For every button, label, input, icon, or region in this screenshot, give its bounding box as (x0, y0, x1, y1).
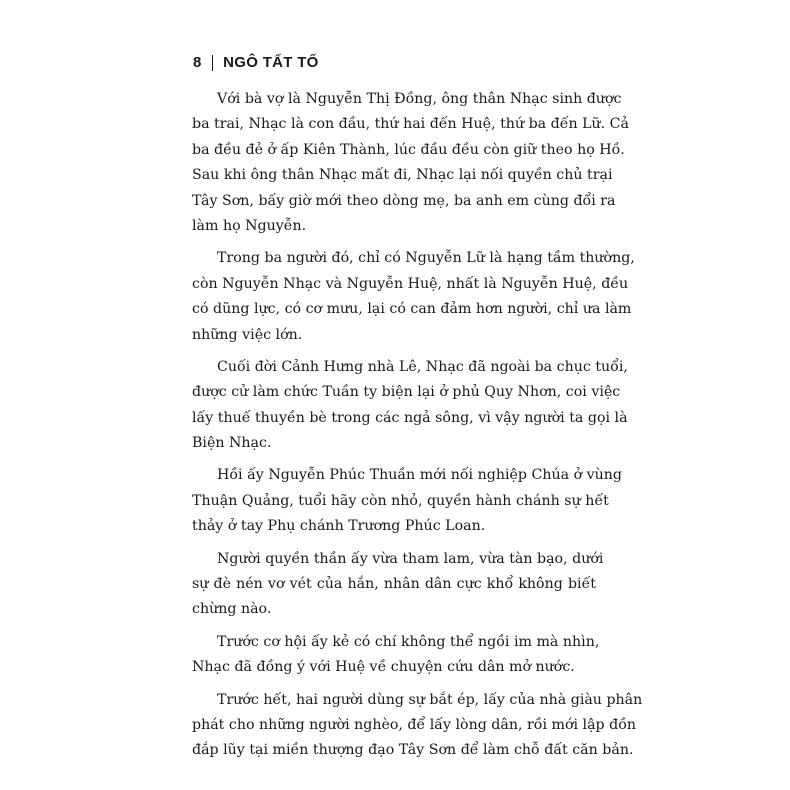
text-line: Trong ba người đó, chỉ có Nguyễn Lữ là hạng tầm thường, (217, 250, 635, 267)
text-line: Người quyền thần ấy vừa tham lam, vừa tàn bạo, dưới (217, 550, 604, 567)
paragraph (192, 246, 635, 348)
text-line: ba đều đẻ ở ấp Kiên Thành, lúc đầu đều còn giữ theo họ Hồ. (192, 141, 625, 158)
paragraph (192, 463, 623, 539)
text-line: được cử làm chức Tuần ty biện lại ở phủ Quy Nhơn, coi việc (192, 384, 621, 401)
text-line: Tây Sơn, bấy giờ mới theo dòng mẹ, ba anh em cùng đổi ra (192, 192, 616, 209)
running-header-author: NGÔ TẤT TỐ (223, 54, 319, 71)
text-line: Hồi ấy Nguyễn Phúc Thuần mới nối nghiệp Chúa ở vùng (217, 467, 623, 484)
paragraph (192, 630, 600, 681)
header-separator (212, 55, 214, 71)
text-line: ba trai, Nhạc là con đầu, thứ hai đến Huệ, thứ ba đến Lữ. Cả (192, 116, 629, 133)
text-line: Trước cơ hội ấy kẻ có chí không thể ngồi im mà nhìn, (217, 633, 600, 650)
text-line: Cuối đời Cảnh Hưng nhà Lê, Nhạc đã ngoài ba chục tuổi, (217, 358, 628, 375)
paragraph (192, 547, 604, 623)
text-line: Sau khi ông thân Nhạc mất đi, Nhạc lại nối quyền chủ trại (192, 167, 613, 184)
text-line: có dũng lực, có cơ mưu, lại có can đảm hơn người, chỉ ưa làm (192, 301, 632, 318)
text-line: những việc lớn. (192, 326, 303, 343)
text-line: thảy ở tay Phụ chánh Trương Phúc Loan. (192, 518, 486, 535)
text-line: làm họ Nguyễn. (192, 217, 307, 234)
text-line: Thuận Quảng, tuổi hãy còn nhỏ, quyền hành chánh sự hết (192, 492, 609, 509)
text-line: chừng nào. (192, 601, 272, 618)
text-line: Với bà vợ là Nguyễn Thị Đồng, ông thân Nhạc sinh được (217, 91, 622, 107)
text-line: còn Nguyễn Nhạc và Nguyễn Huệ, nhất là Nguyễn Huệ, đều (192, 275, 629, 292)
text-line: sự đè nén vơ vét của hắn, nhân dân cực khổ không biết (192, 576, 596, 593)
running-header (193, 54, 319, 71)
paragraph (192, 688, 643, 764)
page-number: 8 (193, 54, 202, 71)
text-line: Trước hết, hai người dùng sự bắt ép, lấy của nhà giàu phân (217, 691, 643, 708)
paragraph (192, 355, 628, 457)
text-line: Nhạc đã đồng ý với Huệ về chuyện cứu dân mở nước. (192, 659, 575, 676)
text-line: phát cho những người nghèo, để lấy lòng dân, rồi mới lập đồn (192, 716, 637, 733)
paragraph (192, 87, 629, 239)
text-line: đắp lũy tại miền thượng đạo Tây Sơn để làm chỗ đất căn bản. (192, 742, 634, 759)
page-body (192, 87, 643, 771)
text-line: lấy thuế thuyền bè trong các ngả sông, vì vậy người ta gọi là (192, 409, 628, 426)
text-line: Biện Nhạc. (192, 435, 272, 452)
